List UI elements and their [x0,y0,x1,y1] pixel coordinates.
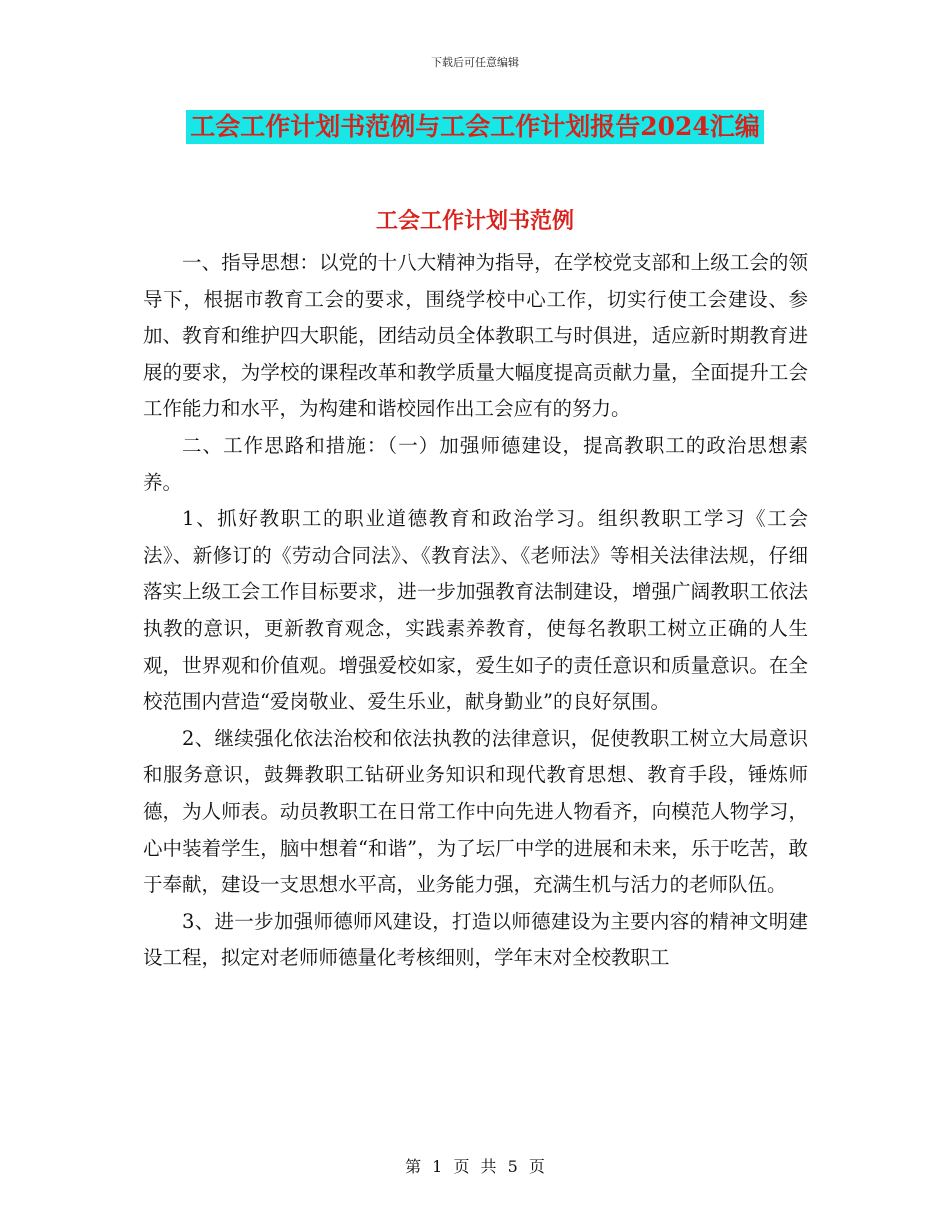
page-footer: 第 1 页 共 5 页 [405,1157,545,1176]
page-header-note: 下载后可任意编辑 [431,56,519,69]
paragraph-work-ideas: 二、工作思路和措施：（一）加强师德建设，提高教职工的政治思想素养。 [143,433,808,494]
document-title-wrap [0,110,950,144]
paragraph-item-3: 3、进一步加强师德师风建设，打造以师德建设为主要内容的精神文明建设工程，拟定对老师师德量化考核细则，学年末对全校教职工 [143,909,808,970]
document-body [143,245,808,977]
section-title: 工会工作计划书范例 [375,208,574,234]
paragraph-item-2: 2、继续强化依法治校和依法执教的法律意识，促使教职工树立大局意识和服务意识，鼓舞教职工钻研业务知识和现代教育思想、教育手段，锤炼师德，为人师表。动员教职工在日常工作中向先进人物看齐，向模范人物学习，心中装着学生，脑中想着“和谐”，为了坛厂中学的进展和未来，乐于吃苦，敢于奉献，建设一支思想水平高，业务能力强，充满生机与活力的老师队伍。 [143,726,808,897]
paragraph-guiding-ideology: 一、指导思想：以党的十八大精神为指导，在学校党支部和上级工会的领导下，根据市教育工会的要求，围绕学校中心工作，切实行使工会建设、参加、教育和维护四大职能，团结动员全体教职工与时俱进，适应新时期教育进展的要求，为学校的课程改革和教学质量大幅度提高贡献力量，全面提升工会工作能力和水平，为构建和谐校园作出工会应有的努力。 [143,251,808,421]
document-title: 工会工作计划书范例与工会工作计划报告2024汇编 [186,110,764,144]
paragraph-item-1: 1、抓好教职工的职业道德教育和政治学习。组织教职工学习《工会法》、新修订的《劳动合同法》、《教育法》、《老师法》等相关法律法规，仔细落实上级工会工作目标要求，进一步加强教育法制建设，增强广阔教职工依法执教的意识，更新教育观念，实践素养教育，使每名教职工树立正确的人生观，世界观和价值观。增强爱校如家，爱生如子的责任意识和质量意识。在全校范围内营造“爱岗敬业、爱生乐业，献身勤业”的良好氛围。 [143,507,808,714]
